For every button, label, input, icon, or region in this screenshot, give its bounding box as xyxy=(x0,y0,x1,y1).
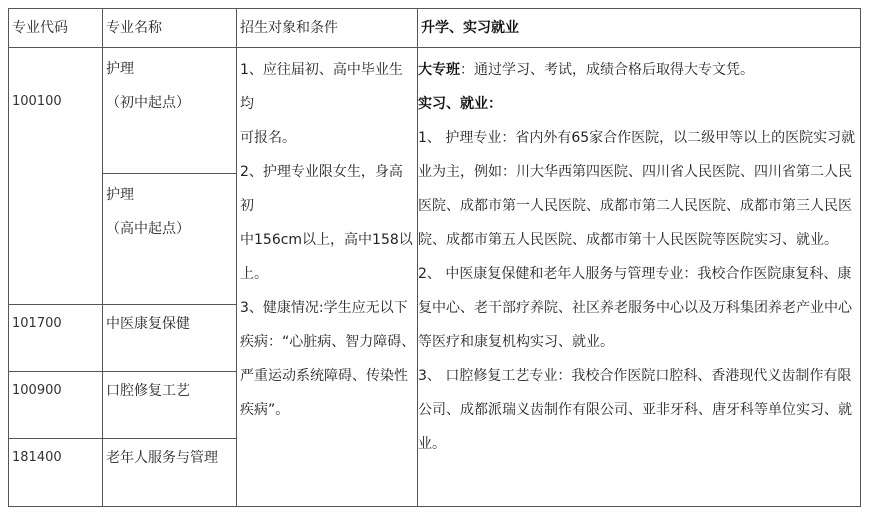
outlook-text xyxy=(418,53,860,461)
name-cell: 护理 xyxy=(106,61,134,77)
header-requirements: 招生对象和条件 xyxy=(240,20,338,36)
border-bottom xyxy=(8,506,861,507)
outlook-line: 业为主，例如：川大华西第四医院、四川省人民医院、四川省第二人民 xyxy=(418,164,852,180)
requirements-line: 上。 xyxy=(240,266,268,282)
outlook-line: 公司、成都派瑞义齿制作有限公司、亚非牙科、唐牙科等单位实习、就 xyxy=(418,402,852,418)
name-cell: 老年人服务与管理 xyxy=(106,450,218,466)
requirements-text xyxy=(240,53,416,427)
name-cell: 中医康复保健 xyxy=(106,316,190,332)
dazhuan-line xyxy=(418,53,860,87)
requirements-line: 2、护理专业限女生，身高初 xyxy=(240,164,403,214)
code-cell: 100900 xyxy=(12,383,62,398)
col-sep-2 xyxy=(236,8,237,507)
name-cell: 护理 xyxy=(106,187,134,203)
border-left xyxy=(8,8,9,507)
outlook-line: 复中心、老干部疗养院、社区养老服务中心以及万科集团养老产业中心 xyxy=(418,300,852,316)
outlook-line: 2、 中医康复保健和老年人服务与管理专业：我校合作医院康复科、康 xyxy=(418,266,852,282)
outlook-line: 等医疗和康复机构实习、就业。 xyxy=(418,334,614,350)
requirements-line: 疾病”。 xyxy=(240,402,290,418)
border-right xyxy=(860,8,861,507)
header-code: 专业代码 xyxy=(12,20,68,36)
requirements-line: 可报名。 xyxy=(240,130,296,146)
header-name: 专业名称 xyxy=(106,20,162,36)
outlook-line: 业。 xyxy=(418,436,446,452)
name-cell: 口腔修复工艺 xyxy=(106,383,190,399)
outlook-line: 1、 护理专业：省内外有65家合作医院，以二级甲等以上的医院实习就 xyxy=(418,130,856,146)
dazhuan-text: ：通过学习、考试，成绩合格后取得大专文凭。 xyxy=(460,62,754,78)
code-cell: 101700 xyxy=(12,316,62,331)
outlook-line: 3、 口腔修复工艺专业：我校合作医院口腔科、香港现代义齿制作有限 xyxy=(418,368,852,384)
row-sep-1 xyxy=(8,304,236,305)
col-sep-1 xyxy=(102,8,103,507)
code-cell: 181400 xyxy=(12,450,62,465)
requirements-line: 疾病：“心脏病、智力障碍、 xyxy=(240,334,416,350)
row-sep-name xyxy=(102,173,236,174)
outlook-line: 医院、成都市第一人民医院、成都市第二人民医院、成都市第三人民医 xyxy=(418,198,852,214)
internship-label: 实习、就业： xyxy=(418,96,502,112)
header-outlook: 升学、实习就业 xyxy=(421,20,519,36)
requirements-line: 1、应往届初、高中毕业生均 xyxy=(240,62,403,112)
name-cell-sub: （高中起点） xyxy=(106,221,190,237)
border-top xyxy=(8,8,861,9)
admissions-table xyxy=(8,8,861,507)
row-sep-2 xyxy=(8,371,236,372)
requirements-line: 严重运动系统障碍、传染性 xyxy=(240,368,408,384)
row-sep-3 xyxy=(8,438,236,439)
code-cell: 100100 xyxy=(12,94,62,109)
dazhuan-label: 大专班 xyxy=(418,62,460,78)
outlook-line: 院、成都市第五人民医院、成都市第十人民医院等医院实习、就业。 xyxy=(418,232,838,248)
header-sep xyxy=(8,47,861,48)
requirements-line: 中156cm以上，高中158以 xyxy=(240,232,413,248)
requirements-line: 3、健康情况:学生应无以下 xyxy=(240,300,408,316)
name-cell-sub: （初中起点） xyxy=(106,95,190,111)
